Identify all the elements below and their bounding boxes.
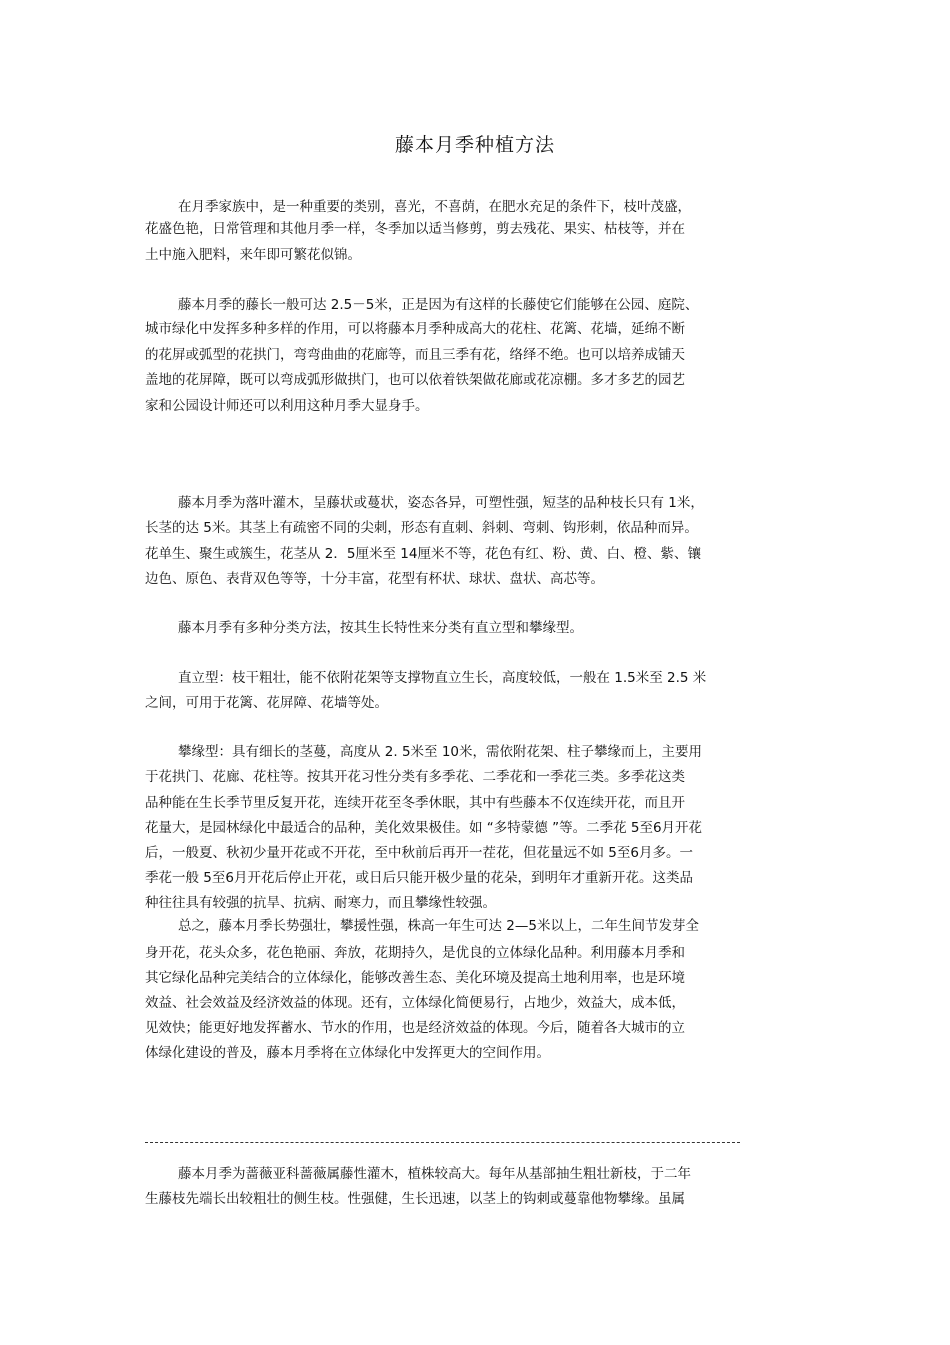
text-line: 藤本月季的藤长一般可达 2.5－5米，正是因为有这样的长藤使它们能够在公园、庭院、 (178, 297, 699, 313)
text-line: 土中施入肥料，来年即可繁花似锦。 (145, 247, 361, 263)
section-divider (145, 1142, 740, 1143)
text-line: 花单生、聚生或簇生，花茎从 2．5厘米至 14厘米不等，花色有红、粉、黄、白、橙、紫、镶 (145, 546, 701, 562)
text-line: 的花屏或弧型的花拱门，弯弯曲曲的花廊等，而且三季有花，络绎不绝。也可以培养成铺天 (145, 347, 685, 363)
text-line: 藤本月季为落叶灌木，呈藤状或蔓状，姿态各异，可塑性强，短茎的品种枝长只有 1米， (178, 495, 704, 511)
text-line: 直立型：枝干粗壮，能不依附花架等支撑物直立生长，高度较低，一般在 1.5米至 2.5 米 (178, 670, 707, 686)
text-line: 在月季家族中，是一种重要的类别，喜光，不喜荫，在肥水充足的条件下，枝叶茂盛， (178, 199, 691, 215)
text-line: 身开花，花头众多，花色艳丽、奔放，花期持久，是优良的立体绿化品种。利用藤本月季和 (145, 945, 685, 961)
text-line: 城市绿化中发挥多种多样的作用，可以将藤本月季种成高大的花柱、花篱、花墙，延绵不断 (145, 321, 685, 337)
text-line: 花量大，是园林绿化中最适合的品种，美化效果极佳。如 “多特蒙德 ”等。二季花 5至6月开花 (145, 820, 703, 836)
text-line: 于花拱门、花廊、花柱等。按其开花习性分类有多季花、二季花和一季花三类。多季花这类 (145, 769, 685, 785)
text-line: 花盛色艳，日常管理和其他月季一样，冬季加以适当修剪，剪去残花、果实、枯枝等，并在 (145, 221, 685, 237)
text-line: 藤本月季为蔷薇亚科蔷薇属藤性灌木，植株较高大。每年从基部抽生粗壮新枝，于二年 (178, 1166, 691, 1182)
text-line: 品种能在生长季节里反复开花，连续开花至冬季休眠，其中有些藤本不仅连续开花，而且开 (145, 795, 685, 811)
document-title: 藤本月季种植方法 (394, 134, 555, 156)
text-line: 体绿化建设的普及，藤本月季将在立体绿化中发挥更大的空间作用。 (145, 1045, 550, 1061)
text-line: 藤本月季有多种分类方法，按其生长特性来分类有直立型和攀缘型。 (178, 620, 583, 636)
text-line: 后，一般夏、秋初少量开花或不开花，至中秋前后再开一茬花，但花量远不如 5至6月多。一 (145, 845, 693, 861)
text-line: 季花一般 5至6月开花后停止开花，或日后只能开极少量的花朵，到明年才重新开花。这类品 (145, 870, 693, 886)
text-line: 攀缘型：具有细长的茎蔓，高度从 2. 5米至 10米，需依附花架、柱子攀缘而上，主要用 (178, 744, 703, 760)
text-line: 之间，可用于花篱、花屏障、花墙等处。 (145, 695, 388, 711)
text-line: 总之，藤本月季长势强壮，攀援性强，株高一年生可达 2—5米以上，二年生间节发芽全 (178, 918, 699, 934)
text-line: 见效快；能更好地发挥蓄水、节水的作用，也是经济效益的体现。今后，随着各大城市的立 (145, 1020, 685, 1036)
text-line: 种往往具有较强的抗旱、抗病、耐寒力，而且攀缘性较强。 (145, 895, 496, 911)
text-line: 效益、社会效益及经济效益的体现。还有，立体绿化简便易行，占地少，效益大，成本低， (145, 995, 685, 1011)
text-line: 盖地的花屏障，既可以弯成弧形做拱门，也可以依着铁架做花廊或花凉棚。多才多艺的园艺 (145, 372, 685, 388)
text-line: 边色、原色、表背双色等等，十分丰富，花型有杯状、球状、盘状、高芯等。 (145, 571, 604, 587)
text-line: 生藤枝先端长出较粗壮的侧生枝。性强健，生长迅速，以茎上的钩刺或蔓靠他物攀缘。虽属 (145, 1191, 685, 1207)
text-line: 其它绿化品种完美结合的立体绿化，能够改善生态、美化环境及提高土地利用率，也是环境 (145, 970, 685, 986)
text-line: 长茎的达 5米。其茎上有疏密不同的尖刺，形态有直刺、斜刺、弯刺、钩形刺，依品种而异。 (145, 520, 698, 536)
text-line: 家和公园设计师还可以利用这种月季大显身手。 (145, 398, 429, 414)
